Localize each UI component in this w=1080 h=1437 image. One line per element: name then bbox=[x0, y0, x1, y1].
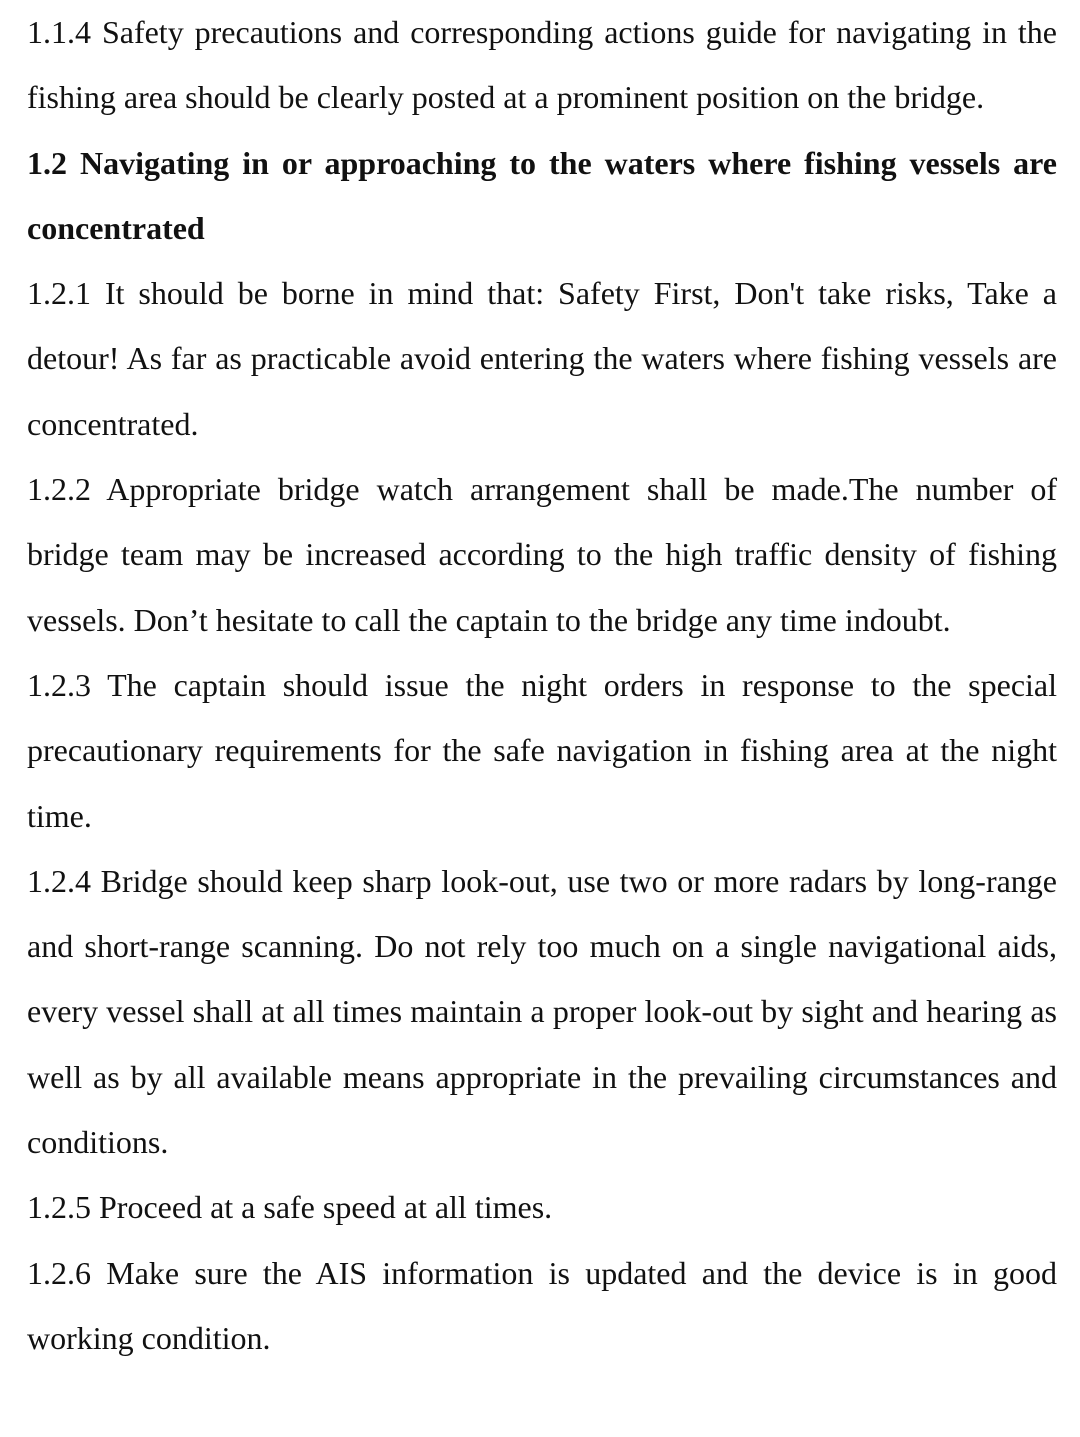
paragraph-1-2-4: 1.2.4 Bridge should keep sharp look-out, use two or more radars by long-range and short-range scanning. Do not rely too much on a single navigational aids, every vessel shall at all times maintain a proper look-out by sight and hearing as well as by all available means appropriate in the prevailing circumstances and conditions. bbox=[27, 862, 1057, 1161]
paragraph-1-2-2: 1.2.2 Appropriate bridge watch arrangement shall be made.The number of bridge team may be increased according to the high traffic density of fishing vessels. Don’t hesitate to call the captain to the bridge any time indoubt. bbox=[27, 471, 1057, 638]
document-page bbox=[27, 0, 1057, 1371]
paragraph-1-2-6: 1.2.6 Make sure the AIS information is updated and the device is in good working condition. bbox=[27, 1254, 1057, 1356]
paragraph-1-1-4: 1.1.4 Safety precautions and corresponding actions guide for navigating in the fishing area should be clearly posted at a prominent position on the bridge. bbox=[27, 14, 1057, 116]
paragraph-1-2-1: 1.2.1 It should be borne in mind that: Safety First, Don't take risks, Take a detour! As far as practicable avoid entering the waters where fishing vessels are concentrated. bbox=[27, 275, 1057, 442]
paragraph-1-2-5: 1.2.5 Proceed at a safe speed at all times. bbox=[27, 1189, 553, 1226]
paragraph-1-2-3: 1.2.3 The captain should issue the night orders in response to the special precautionary requirements for the safe navigation in fishing area at the night time. bbox=[27, 666, 1057, 834]
section-heading-1-2: 1.2 Navigating in or approaching to the waters where fishing vessels are concentrated bbox=[27, 144, 1057, 246]
